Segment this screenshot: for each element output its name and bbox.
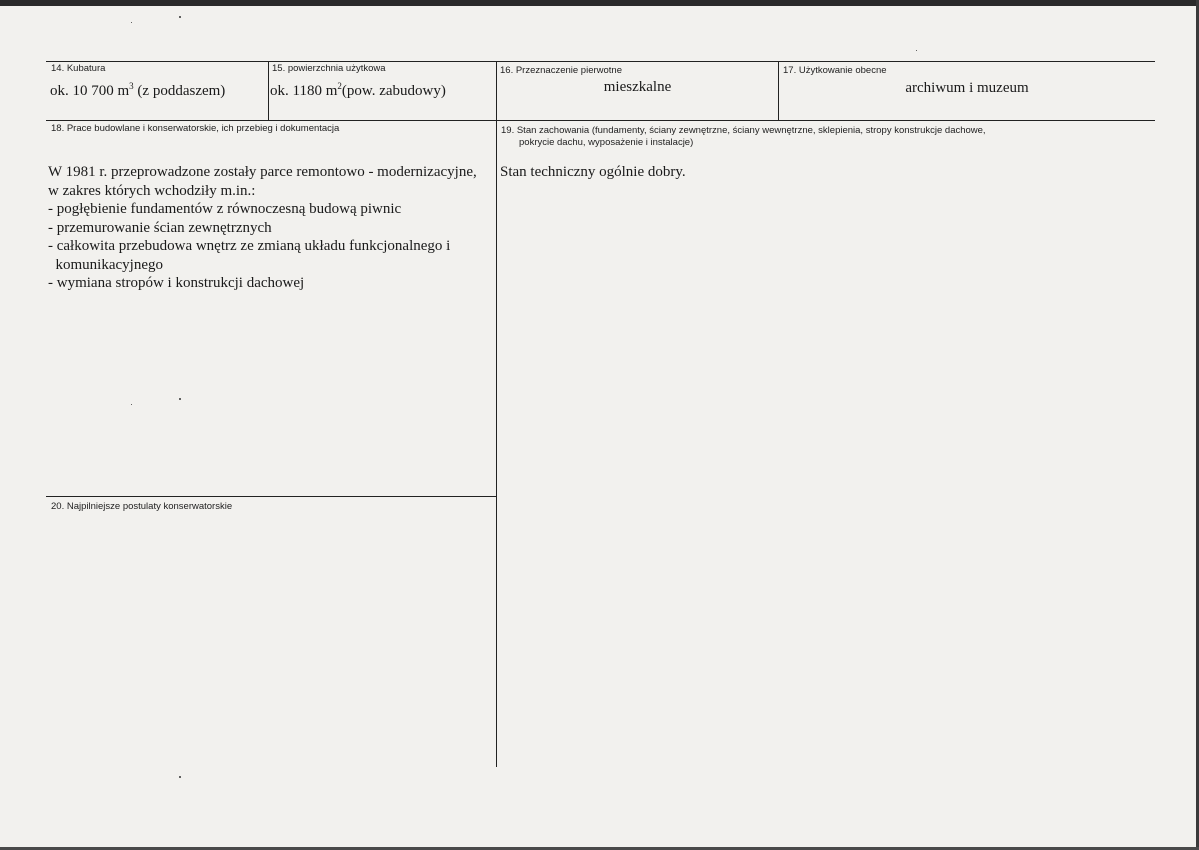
grid-line-top (46, 61, 1155, 62)
scan-speck (131, 404, 132, 405)
grid-divider-main (496, 61, 497, 767)
field-label: 14. Kubatura (51, 63, 106, 74)
field-label: 17. Użytkowanie obecne (783, 65, 887, 76)
value-text: ok. 10 700 m (50, 83, 130, 99)
scan-speck (131, 22, 132, 23)
body-line: - pogłębienie fundamentów z równoczesną budową piwnic (48, 201, 402, 217)
grid-divider-14-15 (268, 61, 269, 120)
field-label: 15. powierzchnia użytkowa (272, 63, 386, 74)
field-label: 19. Stan zachowania (fundamenty, ściany zewnętrzne, ściany wewnętrzne, sklepienia, stropy konstrukcje dachowe, pokrycie dachu, wyposażenie i instalacje) (501, 125, 986, 148)
field-value (270, 77, 446, 100)
scan-speck (916, 50, 917, 51)
grid-line-row1 (46, 120, 1155, 121)
body-line: w zakres których wchodziły m.in.: (48, 182, 256, 199)
field-value (50, 77, 225, 100)
field-label: 20. Najpilniejsze postulaty konserwatorskie (51, 501, 233, 512)
scan-speck (179, 16, 181, 18)
scan-edge-top (0, 0, 1199, 6)
value-text: (pow. zabudowy) (341, 83, 446, 99)
field-value: archiwum i muzeum (905, 80, 1029, 96)
value-text: (z poddaszem) (133, 83, 226, 99)
grid-line-section20 (46, 496, 497, 497)
value-superscript: 3 (129, 81, 134, 91)
body-line: W 1981 r. przeprowadzone zostały parce remontowo - modernizacyjne, (48, 164, 477, 180)
field-value: mieszkalne (603, 79, 672, 95)
body-line: - wymiana stropów i konstrukcji dachowej (48, 275, 305, 291)
scan-speck (179, 776, 181, 778)
field-value: Stan techniczny ogólnie dobry. (500, 164, 686, 180)
body-line: - całkowita przebudowa wnętrz ze zmianą układu funkcjonalnego i (48, 238, 451, 254)
value-superscript: 2 (337, 81, 342, 91)
field-label: 18. Prace budowlane i konserwatorskie, ich przebieg i dokumentacja (51, 123, 340, 134)
value-text: ok. 1180 m (270, 83, 338, 99)
scan-speck (179, 398, 181, 400)
body-line: - przemurowanie ścian zewnętrznych (48, 219, 272, 236)
body-line: komunikacyjnego (48, 256, 163, 273)
field-label: 16. Przeznaczenie pierwotne (500, 65, 622, 76)
field-body (48, 163, 477, 293)
